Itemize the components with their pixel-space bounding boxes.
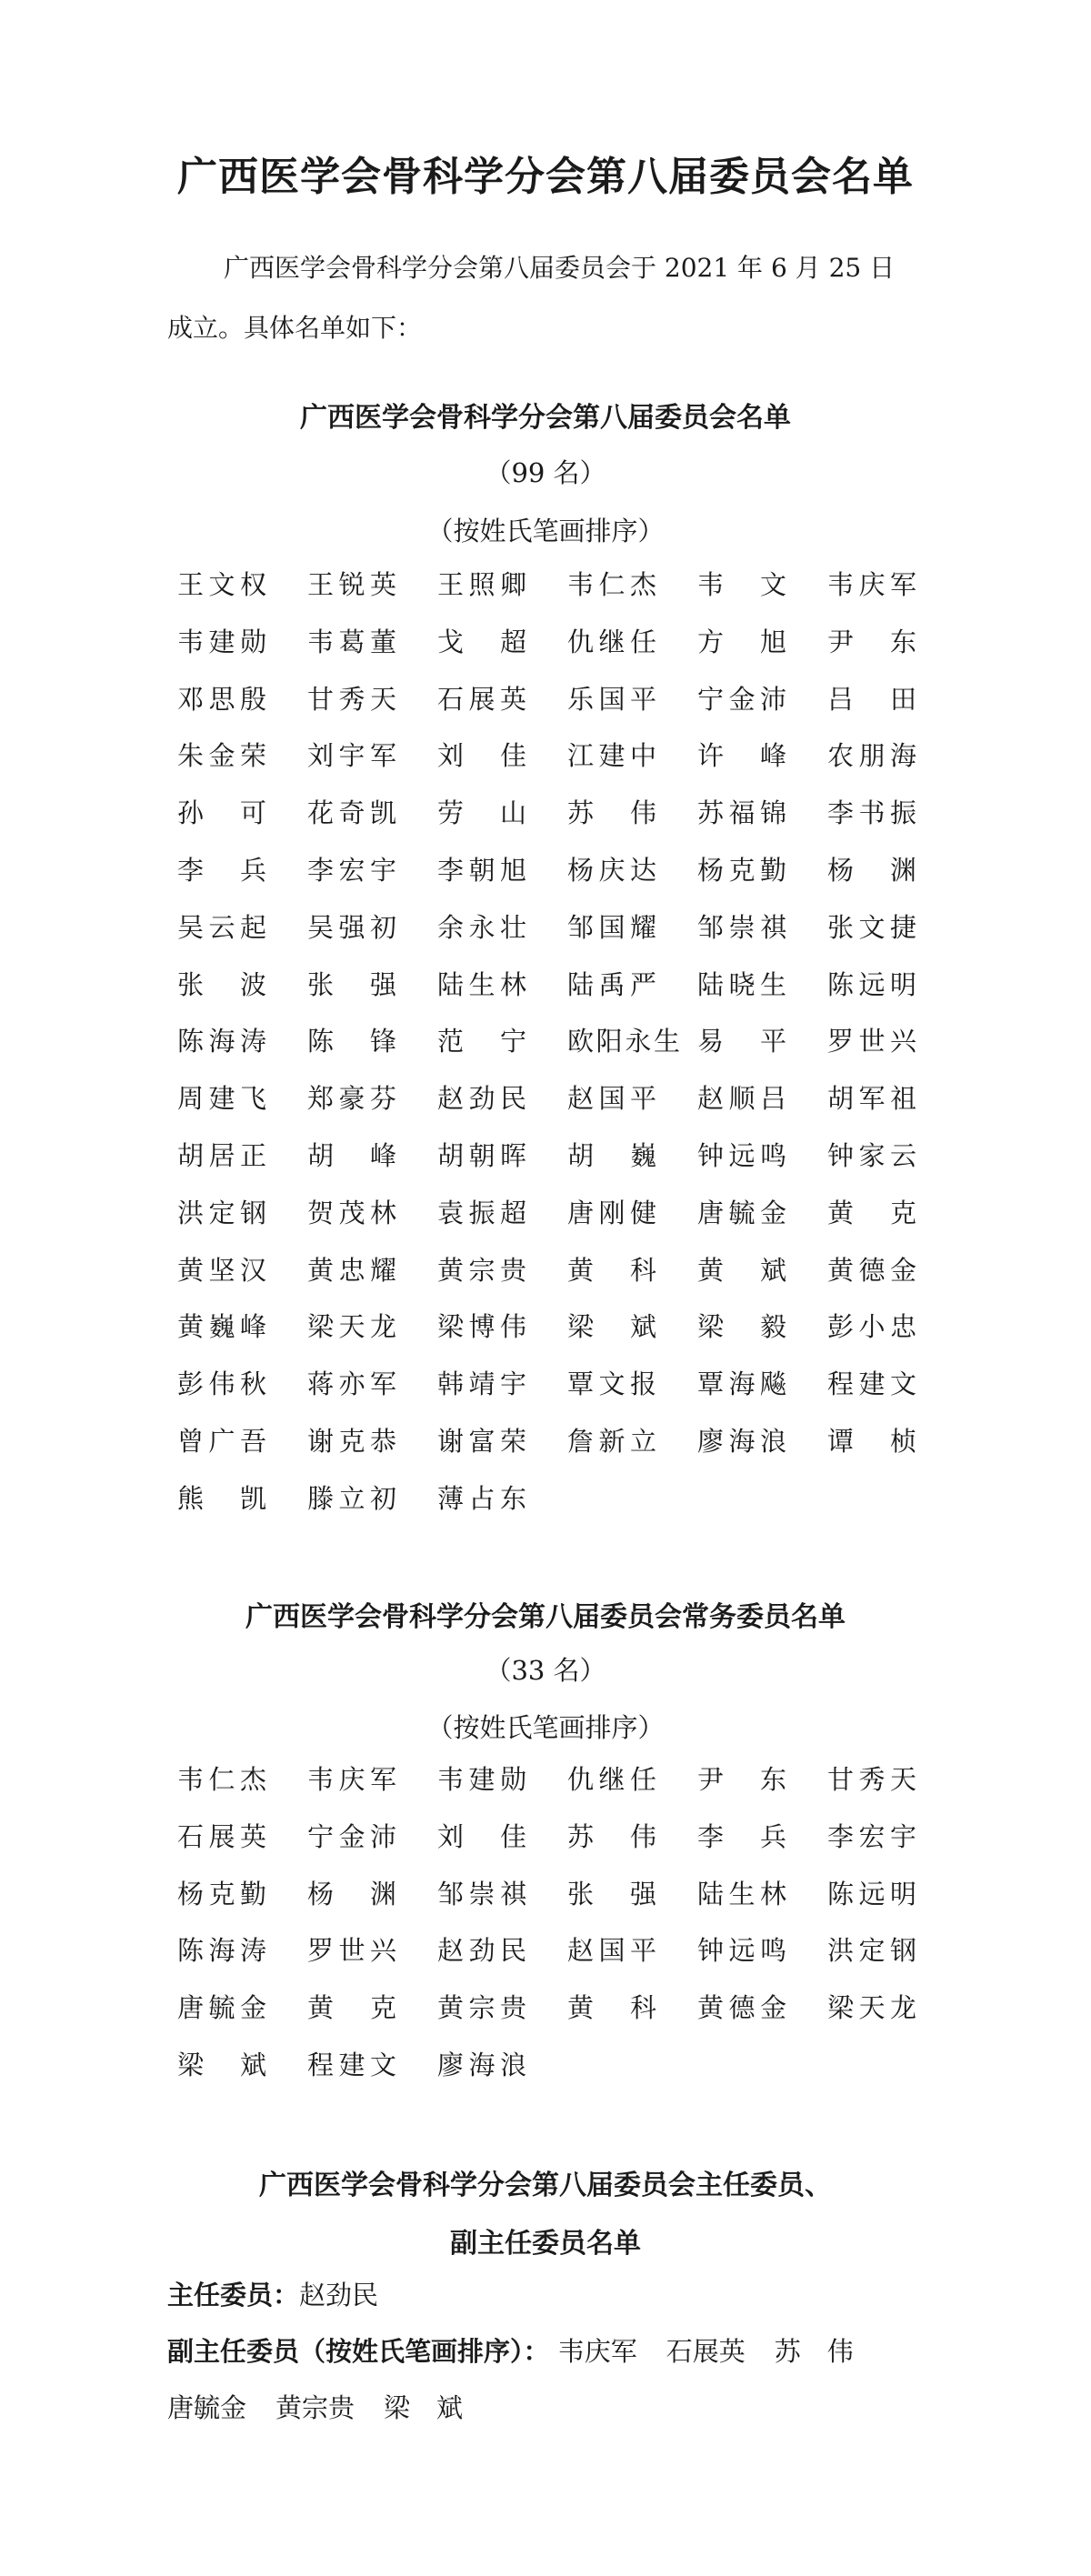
member-name: 易 平 [697, 1026, 786, 1057]
member-name: 余永壮 [437, 911, 526, 943]
member-name: 梁天龙 [827, 1992, 916, 2024]
member-name: 赵劲民 [437, 1935, 526, 1967]
member-name: 石展英 [437, 683, 526, 715]
member-name: 梁 斌 [177, 2049, 266, 2080]
member-name: 钟家云 [827, 1139, 916, 1171]
member-name: 宁金沛 [307, 1820, 396, 1852]
member-name: 黄宗贵 [437, 1992, 526, 2024]
member-name: 赵顺吕 [697, 1083, 786, 1115]
member-name: 朱金荣 [177, 740, 266, 772]
intro-line-1: 广西医学会骨科学分会第八届委员会于 2021 年 6 月 25 日 [224, 253, 896, 283]
member-name: 陈 锋 [307, 1026, 396, 1057]
member-name: 梁博伟 [437, 1311, 526, 1343]
member-name: 韩靖宇 [437, 1368, 526, 1400]
member-name: 苏福锦 [697, 797, 786, 829]
member-name: 谢富荣 [437, 1425, 526, 1457]
member-name: 赵国平 [567, 1083, 656, 1115]
standing-count: （33 名） [485, 1655, 606, 1686]
member-name: 邹崇祺 [437, 1878, 526, 1909]
member-name: 吴强初 [307, 911, 396, 943]
member-name: 张 强 [307, 968, 396, 1000]
member-name: 周建飞 [177, 1083, 266, 1115]
committee-count: （99 名） [485, 457, 606, 488]
member-name: 王锐英 [307, 569, 396, 600]
member-name: 胡 巍 [567, 1139, 656, 1171]
member-name: 韦庆军 [307, 1764, 396, 1795]
member-name: 胡居正 [177, 1139, 266, 1171]
standing-member-list [177, 1761, 923, 2104]
member-name: 陈海涛 [177, 1026, 266, 1057]
member-name: 韦庆军 [827, 569, 916, 600]
member-name: 黄巍峰 [177, 1311, 266, 1343]
member-name: 梁天龙 [307, 1311, 396, 1343]
member-name: 方 旭 [697, 626, 786, 657]
member-name: 邹崇祺 [697, 911, 786, 943]
member-name: 邹国耀 [567, 911, 656, 943]
member-name: 乐国平 [567, 683, 656, 715]
member-name: 彭小忠 [827, 1311, 916, 1343]
member-name: 李 兵 [177, 854, 266, 886]
member-name: 陆禹严 [567, 968, 656, 1000]
member-name: 许 峰 [697, 740, 786, 772]
member-name: 罗世兴 [307, 1935, 396, 1967]
member-name: 陈远明 [827, 968, 916, 1000]
vice-chair-label: 副主任委员（按姓氏笔画排序）： [167, 2336, 550, 2367]
committee-member-list [177, 566, 923, 1538]
member-name: 仇继任 [567, 1764, 656, 1795]
member-name: 范 宁 [437, 1026, 526, 1057]
vice-chair-name: 梁 斌 [384, 2392, 464, 2423]
member-name: 黄坚汉 [177, 1254, 266, 1286]
member-name: 黄 克 [307, 1992, 396, 2024]
member-name: 邓思殷 [177, 683, 266, 715]
member-name: 李 兵 [697, 1820, 786, 1852]
member-name: 张文捷 [827, 911, 916, 943]
member-name: 李朝旭 [437, 854, 526, 886]
member-name: 韦建勋 [437, 1764, 526, 1795]
committee-order-note: （按姓氏笔画排序） [426, 516, 665, 546]
member-name: 杨克勤 [177, 1878, 266, 1909]
vice-chair-names-1 [558, 2336, 883, 2367]
member-name: 韦建勋 [177, 626, 266, 657]
member-name: 韦葛董 [307, 626, 396, 657]
member-name: 尹 东 [697, 1764, 786, 1795]
vice-chair-names-2 [167, 2392, 492, 2423]
member-name: 刘 佳 [437, 740, 526, 772]
member-name: 洪定钢 [177, 1197, 266, 1228]
member-name: 钟远鸣 [697, 1935, 786, 1967]
member-name: 杨庆达 [567, 854, 656, 886]
member-name: 郑豪芬 [307, 1083, 396, 1115]
vice-chair-line-2 [167, 2388, 492, 2425]
member-name: 尹 东 [827, 626, 916, 657]
member-name: 张 强 [567, 1878, 656, 1909]
member-name: 苏 伟 [567, 1820, 656, 1852]
vice-chair-name: 苏 伟 [774, 2336, 854, 2367]
member-name: 詹新立 [567, 1425, 656, 1457]
member-name: 仇继任 [567, 626, 656, 657]
member-name: 赵国平 [567, 1935, 656, 1967]
chair-name: 赵劲民 [299, 2280, 379, 2310]
member-name: 彭伟秋 [177, 1368, 266, 1400]
member-name: 唐毓金 [697, 1197, 786, 1228]
member-name: 胡 峰 [307, 1139, 396, 1171]
member-name: 黄 科 [567, 1254, 656, 1286]
member-name: 薄占东 [437, 1482, 526, 1514]
member-name: 谭 桢 [827, 1425, 916, 1457]
member-name: 覃海飚 [697, 1368, 786, 1400]
vice-chair-name: 韦庆军 [557, 2336, 637, 2367]
leaders-heading-line-2: 副主任委员名单 [450, 2228, 641, 2260]
member-name: 蒋亦军 [307, 1368, 396, 1400]
member-name: 黄宗贵 [437, 1254, 526, 1286]
member-name: 戈 超 [437, 626, 526, 657]
member-name: 谢克恭 [307, 1425, 396, 1457]
member-name: 宁金沛 [697, 683, 786, 715]
member-name: 梁 毅 [697, 1311, 786, 1343]
member-name: 黄 克 [827, 1197, 916, 1228]
member-name: 熊 凯 [177, 1482, 266, 1514]
member-name: 覃文报 [567, 1368, 656, 1400]
member-name: 石展英 [177, 1820, 266, 1852]
intro-paragraph [167, 238, 922, 358]
member-name: 赵劲民 [437, 1083, 526, 1115]
document-title: 广西医学会骨科学分会第八届委员会名单 [177, 154, 914, 200]
member-name: 洪定钢 [827, 1935, 916, 1967]
member-name: 杨 渊 [307, 1878, 396, 1909]
member-name: 曾广吾 [177, 1425, 266, 1457]
member-name: 杨克勤 [697, 854, 786, 886]
member-name: 吕 田 [827, 683, 916, 715]
member-name: 陆生林 [697, 1878, 786, 1909]
member-name: 韦仁杰 [177, 1764, 266, 1795]
vice-chair-name: 黄宗贵 [275, 2392, 355, 2423]
member-name: 胡朝晖 [437, 1139, 526, 1171]
member-name: 程建文 [827, 1368, 916, 1400]
member-name: 苏 伟 [567, 797, 656, 829]
member-name: 李宏宇 [307, 854, 396, 886]
member-name: 王照卿 [437, 569, 526, 600]
member-name: 李宏宇 [827, 1820, 916, 1852]
member-name: 农朋海 [827, 740, 916, 772]
member-name: 唐刚健 [567, 1197, 656, 1228]
member-name: 甘秀天 [307, 683, 396, 715]
member-name: 陈远明 [827, 1878, 916, 1909]
vice-chair-name: 唐毓金 [167, 2392, 247, 2423]
member-name: 劳 山 [437, 797, 526, 829]
member-name: 陆晓生 [697, 968, 786, 1000]
member-name: 杨 渊 [827, 854, 916, 886]
member-name: 胡军祖 [827, 1083, 916, 1115]
standing-order-note: （按姓氏笔画排序） [426, 1712, 665, 1743]
member-name: 罗世兴 [827, 1026, 916, 1057]
leaders-heading-line-1: 广西医学会骨科学分会第八届委员会主任委员、 [259, 2170, 832, 2201]
member-name: 李书振 [827, 797, 916, 829]
member-name: 黄德金 [697, 1992, 786, 2024]
member-name: 袁振超 [437, 1197, 526, 1228]
member-name: 王文权 [177, 569, 266, 600]
member-name: 滕立初 [307, 1482, 396, 1514]
member-name: 江建中 [567, 740, 656, 772]
member-name: 吴云起 [177, 911, 266, 943]
member-name: 贺茂林 [307, 1197, 396, 1228]
standing-heading: 广西医学会骨科学分会第八届委员会常务委员名单 [245, 1601, 846, 1633]
member-name: 黄忠耀 [307, 1254, 396, 1286]
member-name: 程建文 [307, 2049, 396, 2080]
member-name: 孙 可 [177, 797, 266, 829]
member-name: 唐毓金 [177, 1992, 266, 2024]
vice-chair-line [167, 2331, 883, 2369]
member-name: 廖海浪 [697, 1425, 786, 1457]
member-name: 韦 文 [697, 569, 786, 600]
member-name: 陆生林 [437, 968, 526, 1000]
member-name: 甘秀天 [827, 1764, 916, 1795]
member-name: 张 波 [177, 968, 266, 1000]
member-name: 廖海浪 [437, 2049, 526, 2080]
member-name: 钟远鸣 [697, 1139, 786, 1171]
member-name: 刘 佳 [437, 1820, 526, 1852]
member-name: 刘宇军 [307, 740, 396, 772]
member-name: 黄德金 [827, 1254, 916, 1286]
member-name: 陈海涛 [177, 1935, 266, 1967]
committee-heading: 广西医学会骨科学分会第八届委员会名单 [300, 402, 791, 434]
member-name: 黄 斌 [697, 1254, 786, 1286]
vice-chair-name: 石展英 [666, 2336, 746, 2367]
member-name: 梁 斌 [567, 1311, 656, 1343]
member-name: 韦仁杰 [567, 569, 656, 600]
intro-line-2: 成立。具体名单如下： [167, 313, 423, 343]
member-name: 黄 科 [567, 1992, 656, 2024]
chair-label: 主任委员： [167, 2280, 300, 2310]
member-name: 欧阳永生 [567, 1026, 680, 1057]
member-name: 花奇凯 [307, 797, 396, 829]
chair-line [167, 2275, 378, 2312]
